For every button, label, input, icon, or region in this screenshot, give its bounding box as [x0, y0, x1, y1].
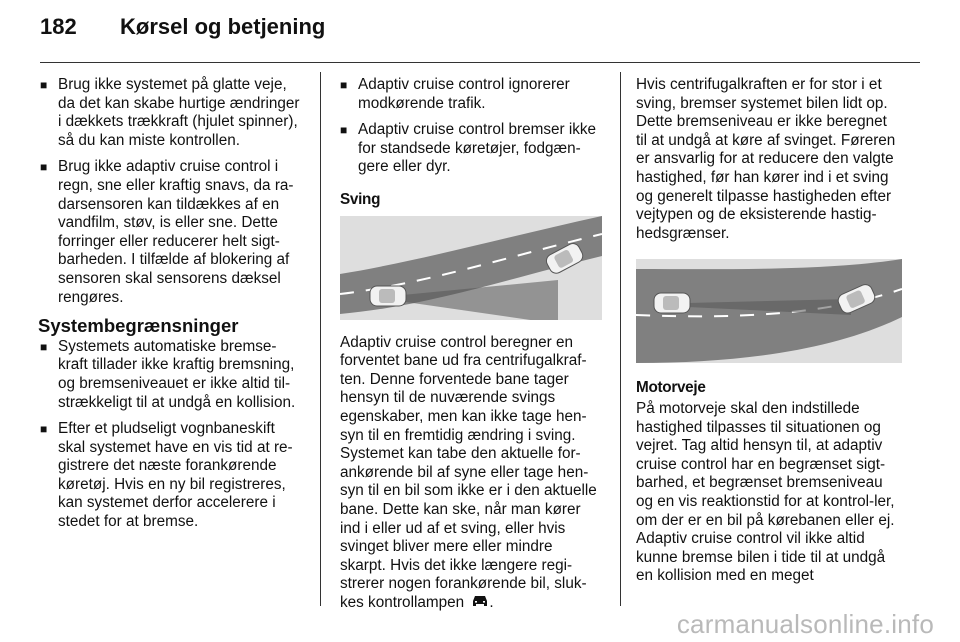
bullet-item: [40, 76, 302, 150]
paragraph-centrifugal: Hvis centrifugalkraften er for stor i et sving, bremser systemet bilen lidt op. Dette bremseniveau er ikke beregnet til at undgå at køre af svinget. Føreren er ansvarlig for at reducere den valgte hastighed, før han kører ind i et sving og generelt tilpasse hastigheden efter vejtypen og de eksisterende hastig-hedsgrænser.: [636, 76, 896, 242]
page-header: [40, 14, 325, 50]
square-bullet-icon: ■: [340, 123, 348, 138]
bullet-text: Brug ikke systemet på glatte veje, da det kan skabe hurtige ændringer i dækkets trækkraft (hjulet spinner), så du kan miste kontrollen.: [58, 76, 300, 149]
car-front-indicator-icon: [472, 595, 488, 608]
header-rule: [40, 62, 920, 63]
square-bullet-icon: ■: [40, 422, 48, 437]
watermark-text: carmanualsonline.info: [676, 609, 934, 639]
bullet-item: [40, 158, 302, 307]
column-3: [636, 76, 902, 586]
square-bullet-icon: ■: [40, 78, 48, 92]
bullet-text: Adaptiv cruise control bremser ikke for standsede køretøjer, fodgæn-gere eller dyr.: [358, 121, 597, 176]
square-bullet-icon: ■: [40, 339, 48, 354]
column-divider-1: [320, 72, 321, 606]
page-number: 182: [40, 14, 77, 39]
paragraph-sving: [340, 334, 602, 613]
bullet-text: Adaptiv cruise control ignorerer modkørende trafik.: [358, 76, 570, 112]
section-heading-systembegraensninger: Systembegrænsninger: [38, 315, 239, 337]
bullet-text: Systemets automatiske bremse-kraft tillader ikke kraftig bremsning, og bremseniveauet er ikke altid til-strækkeligt til at undgå en kollision.: [58, 337, 296, 411]
square-bullet-icon: ■: [40, 160, 48, 175]
section-heading-motorveje: Motorveje: [636, 379, 706, 397]
bullet-item: [40, 338, 302, 412]
bullet-text: Brug ikke adaptiv cruise control i regn, sne eller kraftig snavs, da ra-darsensoren kan tildækkes af en vandfilm, støv, is eller sne. Dette forringer eller reducerer helt sigt-barheden. I tilfælde af blokering af sensoren skal sensorens dæksel rengøres.: [58, 158, 294, 306]
bullet-item: [340, 121, 602, 177]
bullet-text: Efter et pludseligt vognbaneskift skal systemet have en vis tid at re-gistrere det næste forankørende køretøj. Hvis en ny bil registreres, kan systemet derfor accelerere i stedet for at bremse.: [58, 420, 293, 531]
bullet-item: [340, 76, 602, 113]
column-1: [40, 76, 302, 540]
column-2: [340, 76, 602, 612]
paragraph-sving-text: Adaptiv cruise control beregner en forventet bane ud fra centrifugalkraf-ten. Denne forventede bane tager hensyn til de nuværende svings egenskaber, men kan ikke tage hen-syn til en fremtidig ændring i sving. Systemet kan tabe den aktuelle for-ankørende bil af syne eller tage hen-syn til en bil som ikke er i den aktuelle bane. Dette kan ske, når man kører ind i eller ud af et sving, eller hvis svinget bliver mere eller mindre skarpt. Hvis det ikke længere regi-strerer nogen forankørende bil, sluk-kes kontrollampen: [340, 333, 597, 611]
paragraph-motorveje: På motorveje skal den indstillede hastighed tilpasses til situationen og vejret. Tag altid hensyn til, at adaptiv cruise control har en begrænset sigt-barhed, et begrænset bremseniveau og en vis reaktionstid for at kontrol-ler, om der er en bil på kørebanen eller ej. Adaptiv cruise control vil ikke altid kunne bremse bilen i tide til at undgå en kollision med en meget: [636, 399, 895, 585]
chapter-title: Kørsel og betjening: [120, 14, 326, 39]
square-bullet-icon: ■: [340, 78, 348, 92]
section-heading-sving: Sving: [340, 190, 381, 208]
column-divider-2: [620, 72, 621, 606]
curve-illustration-image: [340, 216, 602, 320]
curve-braking-illustration-image: [636, 259, 902, 363]
paragraph-sving-end: .: [489, 593, 494, 611]
bullet-item: [40, 420, 302, 532]
